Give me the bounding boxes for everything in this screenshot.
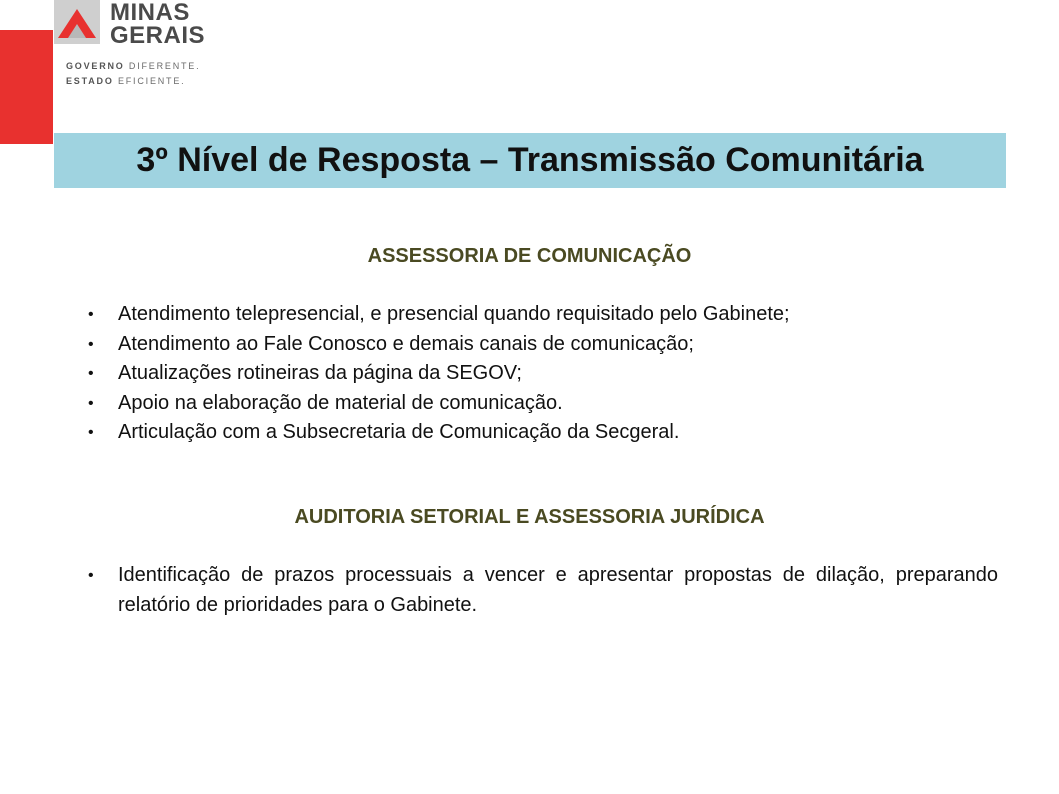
logo-text-gerais: GERAIS [110, 22, 206, 49]
comunicacao-bullet-list [86, 300, 998, 448]
slide-title: 3º Nível de Resposta – Transmissão Comunitária [136, 141, 924, 179]
tagline-line-2 [66, 76, 185, 86]
tagline-2-bold: ESTADO [66, 76, 114, 86]
section-heading-auditoria: AUDITORIA SETORIAL E ASSESSORIA JURÍDICA [294, 506, 765, 528]
list-item [86, 359, 998, 389]
list-item-text: Atualizações rotineiras da página da SEGOV; [118, 362, 522, 384]
list-item [86, 561, 998, 620]
list-item-text: Identificação de prazos processuais a vencer e apresentar propostas de dilação, preparando relatório de prioridades para o Gabinete. [118, 564, 998, 616]
list-item [86, 418, 998, 448]
list-item [86, 389, 998, 419]
auditoria-bullet-list [86, 561, 998, 620]
bullet-dot-icon: • [88, 306, 94, 323]
list-item-text: Apoio na elaboração de material de comunicação. [118, 391, 563, 414]
section-heading-comunicacao: ASSESSORIA DE COMUNICAÇÃO [367, 245, 692, 267]
list-item-text: Articulação com a Subsecretaria de Comunicação da Secgeral. [118, 421, 680, 443]
bullet-dot-icon: • [88, 365, 94, 382]
bullet-dot-icon: • [88, 335, 94, 353]
list-item [86, 330, 998, 360]
bullet-dot-icon: • [88, 567, 94, 584]
tagline-line-1 [66, 61, 200, 71]
brand-red-bar [0, 30, 53, 144]
bullet-dot-icon: • [88, 424, 94, 441]
list-item-text: Atendimento telepresencial, e presencial quando requisitado pelo Gabinete; [118, 303, 790, 325]
title-band [54, 133, 1006, 188]
logo-text-minas: MINAS [110, 0, 190, 26]
list-item-text: Atendimento ao Fale Conosco e demais canais de comunicação; [118, 332, 694, 355]
tagline-1-rest: DIFERENTE. [124, 61, 201, 71]
list-item [86, 300, 998, 330]
tagline-2-rest: EFICIENTE. [113, 76, 186, 86]
tagline-1-bold: GOVERNO [66, 61, 125, 71]
bullet-dot-icon: • [88, 394, 94, 412]
minas-gerais-logo-icon [54, 0, 100, 44]
